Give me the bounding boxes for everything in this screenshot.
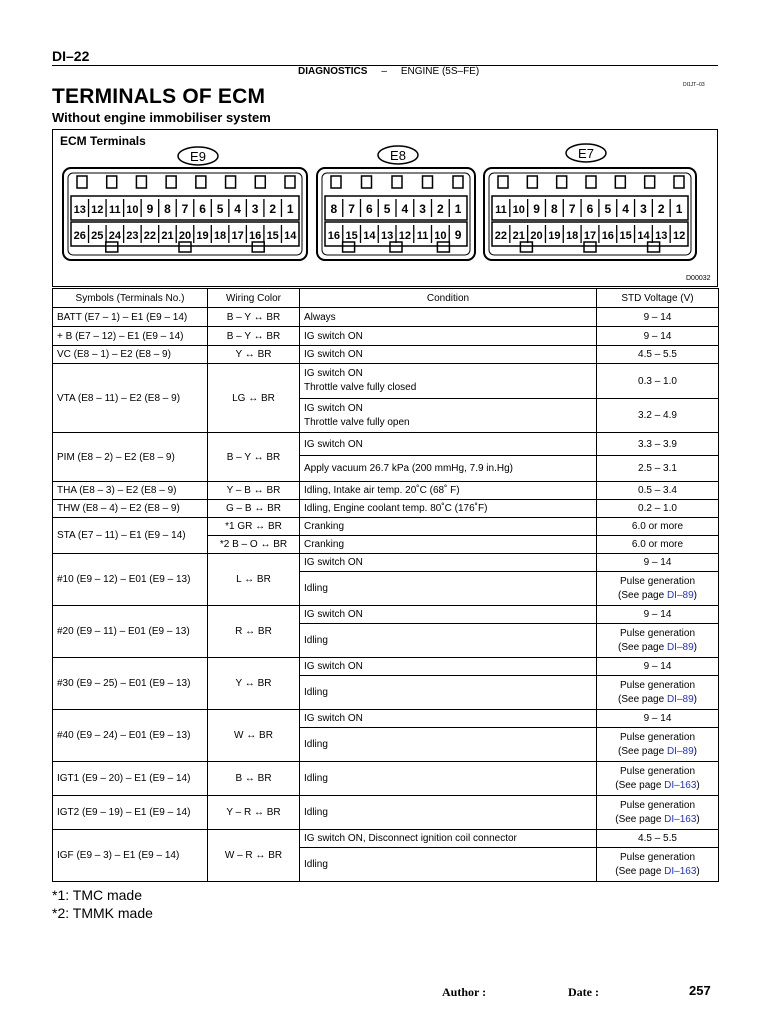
pin-number: 15 [266,230,279,242]
condition-line: Throttle valve fully open [304,416,410,428]
pin-number: 19 [548,230,561,242]
symbol-cell: #30 (E9 – 25) – E01 (E9 – 13) [53,658,208,710]
connector-tab [423,176,433,188]
wiring-cell: W – R ↔ BR [208,830,300,882]
pin-number: 10 [434,230,447,242]
page-link[interactable]: DI–89 [666,589,694,601]
pin-number: 12 [672,230,686,242]
pin-number: 15 [345,230,358,242]
symbol-cell: #10 (E9 – 12) – E01 (E9 – 13) [53,554,208,606]
table-row [53,762,719,796]
connector-tab [520,242,532,252]
connector-tab [166,176,176,188]
pin-number: 3 [251,202,259,216]
pin-number: 21 [161,230,174,242]
pin-number: 22 [494,230,508,242]
table-row [53,308,719,327]
pin-number: 3 [419,202,426,216]
pin-number: 7 [568,202,576,216]
pin-number: 5 [383,202,391,216]
column-header-condition: Condition [300,289,597,308]
connector-tab [648,242,660,252]
voltage-cell [597,728,719,762]
pin-number: 25 [91,230,104,242]
pin-number: 3 [640,202,647,216]
table-row [53,796,719,830]
condition-cell: IG switch ON [300,327,597,346]
pin-number: 12 [91,204,104,216]
condition-cell: IG switch ON [300,658,597,676]
footnote-2: *2: TMMK made [52,905,153,921]
condition-cell [300,399,597,433]
column-header-symbols: Symbols (Terminals No.) [53,289,208,308]
see-page-close: ) [693,589,697,601]
connector-tab [226,176,236,188]
page-link[interactable]: DI–89 [666,693,694,705]
voltage-cell: 9 – 14 [597,308,719,327]
symbol-cell: #40 (E9 – 24) – E01 (E9 – 13) [53,710,208,762]
symbol-cell: BATT (E7 – 1) – E1 (E9 – 14) [53,308,208,327]
page-link[interactable]: DI–163 [664,813,697,825]
condition-cell: Idling, Intake air temp. 20˚C (68˚ F) [300,482,597,500]
voltage-cell: 3.3 – 3.9 [597,433,719,456]
see-page-close: ) [693,641,697,653]
pin-number: 4 [234,202,241,216]
condition-cell: Cranking [300,518,597,536]
condition-cell: Idling [300,762,597,796]
see-page-text: (See page [615,779,665,791]
voltage-line: Pulse generation [619,851,696,863]
pin-number: 18 [566,230,579,242]
pin-number: 4 [622,202,629,216]
connector-tab [252,242,264,252]
voltage-cell: 0.3 – 1.0 [597,364,719,399]
pin-number: 1 [286,202,294,216]
symbol-cell: VC (E8 – 1) – E2 (E8 – 9) [53,346,208,364]
pin-number: 14 [637,230,650,242]
symbol-cell: VTA (E8 – 11) – E2 (E8 – 9) [53,364,208,433]
condition-cell: IG switch ON [300,710,597,728]
see-page-text: (See page [615,813,665,825]
wiring-cell: B ↔ BR [208,762,300,796]
voltage-cell: 9 – 14 [597,606,719,624]
condition-cell: Always [300,308,597,327]
table-row [53,606,719,624]
symbol-cell: THW (E8 – 4) – E2 (E8 – 9) [53,500,208,518]
voltage-line: Pulse generation [619,765,696,777]
pin-number: 9 [146,202,154,216]
see-page-text: (See page [618,589,667,601]
connector-tab [136,176,146,188]
section-name: DIAGNOSTICS [298,66,368,77]
connector-tab [557,176,567,188]
pin-number: 20 [530,230,543,242]
condition-line: IG switch ON [304,368,363,379]
pin-number: 19 [196,230,209,242]
page-title: TERMINALS OF ECM [52,85,266,108]
connector-tab [527,176,537,188]
see-page-text: (See page [618,641,667,653]
wiring-cell: *2 B – O ↔ BR [208,536,300,554]
voltage-cell [597,848,719,882]
pin-number: 13 [655,230,668,242]
condition-line: IG switch ON [304,402,363,414]
column-header-std-voltage: STD Voltage (V) [597,289,719,308]
connector-tab [586,176,596,188]
condition-cell: Idling [300,848,597,882]
wiring-cell: W ↔ BR [208,710,300,762]
pin-number: 2 [657,202,665,216]
pin-number: 17 [231,230,244,242]
table-row [53,433,719,456]
pin-number: 14 [284,230,297,242]
table-row [53,500,719,518]
symbol-cell: PIM (E8 – 2) – E2 (E8 – 9) [53,433,208,482]
voltage-cell: 9 – 14 [597,710,719,728]
pin-number: 13 [73,204,86,216]
pin-number: 6 [366,202,373,216]
condition-cell: Idling [300,572,597,606]
pin-number: 16 [249,230,262,242]
condition-cell: Idling [300,796,597,830]
connector-tab [615,176,625,188]
condition-line: Throttle valve fully closed [304,382,417,393]
see-page-close: ) [693,693,697,705]
pin-number: 10 [126,204,139,216]
connector-label: E8 [390,148,406,163]
condition-cell: IG switch ON [300,346,597,364]
pin-number: 26 [73,230,86,242]
wiring-cell: L ↔ BR [208,554,300,606]
symbol-cell: + B (E7 – 12) – E1 (E9 – 14) [53,327,208,346]
voltage-line: Pulse generation [619,679,696,691]
condition-cell: Idling [300,676,597,710]
voltage-line: Pulse generation [619,731,696,743]
connector-tab [437,242,449,252]
pin-number: 8 [551,202,558,216]
page-link[interactable]: DI–163 [664,779,697,791]
wiring-cell: B – Y ↔ BR [208,327,300,346]
ecm-terminals-table [52,288,719,882]
voltage-cell: 6.0 or more [597,518,719,536]
wiring-cell: Y – R ↔ BR [208,796,300,830]
pin-number: 12 [398,230,411,242]
pin-number: 18 [213,230,227,242]
pin-number: 7 [181,202,189,216]
table-row [53,518,719,536]
voltage-cell: 0.2 – 1.0 [597,500,719,518]
connector-tab [106,242,118,252]
table-row [53,482,719,500]
pin-number: 6 [586,202,594,216]
voltage-cell: 0.5 – 3.4 [597,482,719,500]
ecm-terminal-diagram [52,129,718,287]
symbol-cell: IGT2 (E9 – 19) – E1 (E9 – 14) [53,796,208,830]
symbol-cell: #20 (E9 – 11) – E01 (E9 – 13) [53,606,208,658]
subsection-name: ENGINE (5S–FE) [400,66,480,77]
condition-cell: Idling [300,728,597,762]
pin-number: 2 [437,202,444,216]
pin-number: 16 [601,230,614,242]
condition-cell: Cranking [300,536,597,554]
connector-tab [285,176,295,188]
wiring-cell: LG ↔ BR [208,364,300,433]
pin-number: 1 [675,202,683,216]
pin-number: 16 [327,230,340,242]
wiring-cell: Y – B ↔ BR [208,482,300,500]
see-page-close: ) [696,813,700,825]
see-page-close: ) [693,745,697,757]
connector-label: E7 [578,146,594,161]
see-page-text: (See page [618,693,667,705]
reference-code: DI1JT–03 [683,82,705,88]
voltage-cell [597,676,719,710]
section-dash: – [381,66,387,77]
see-page-close: ) [696,865,700,877]
condition-cell: Idling [300,624,597,658]
condition-cell: Idling, Engine coolant temp. 80˚C (176˚F) [300,500,597,518]
connector-tab [107,176,117,188]
condition-cell: IG switch ON [300,554,597,572]
voltage-cell: 9 – 14 [597,658,719,676]
symbol-cell: IGF (E9 – 3) – E1 (E9 – 14) [53,830,208,882]
pin-number: 20 [178,230,192,242]
table-row [53,327,719,346]
connector-drawing [53,130,717,286]
pin-number: 23 [126,230,139,242]
condition-cell [300,364,597,399]
page-id: DI–22 [52,48,90,64]
voltage-cell: 3.2 – 4.9 [597,399,719,433]
condition-cell: Apply vacuum 26.7 kPa (200 mmHg, 7.9 in.Hg) [300,456,597,482]
voltage-cell: 9 – 14 [597,554,719,572]
pin-number: 6 [199,202,206,216]
pin-number: 17 [583,230,597,242]
pin-number: 10 [512,204,525,216]
pin-number: 11 [495,204,507,216]
connector-tab [196,176,206,188]
connector-tab [331,176,341,188]
pin-number: 4 [401,202,409,216]
section-header [298,66,479,77]
pin-number: 21 [512,230,525,242]
date-label: Date : [568,985,599,999]
voltage-cell: 4.5 – 5.5 [597,346,719,364]
pin-number: 11 [109,204,121,216]
condition-cell: IG switch ON [300,606,597,624]
pin-number: 1 [454,202,462,216]
diagram-code: D00032 [686,275,711,282]
voltage-cell: 6.0 or more [597,536,719,554]
table-header-row [53,289,719,308]
connector-e8 [317,146,475,260]
pin-number: 15 [619,230,632,242]
wiring-cell: *1 GR ↔ BR [208,518,300,536]
voltage-cell [597,762,719,796]
pin-number: 8 [330,202,338,216]
connector-tab [645,176,655,188]
wiring-cell: B – Y ↔ BR [208,308,300,327]
see-page-close: ) [696,779,700,791]
pin-number: 5 [216,202,224,216]
page-link[interactable]: DI–89 [666,641,694,653]
condition-cell: IG switch ON, Disconnect ignition coil connector [300,830,597,848]
voltage-line: Pulse generation [619,575,696,587]
connector-e9 [63,147,307,260]
page-link[interactable]: DI–163 [664,865,697,877]
voltage-cell: 4.5 – 5.5 [597,830,719,848]
voltage-cell [597,796,719,830]
voltage-line: Pulse generation [619,799,696,811]
connector-tab [77,176,87,188]
pin-number: 2 [269,202,277,216]
see-page-text: (See page [615,865,665,877]
connector-tab [498,176,508,188]
pin-number: 5 [604,202,612,216]
pin-number: 22 [143,230,157,242]
voltage-cell: 2.5 – 3.1 [597,456,719,482]
page-number: 257 [689,983,711,998]
pin-number: 9 [533,202,540,216]
table-row [53,346,719,364]
author-label: Author : [442,985,487,999]
connector-tab [390,242,402,252]
symbol-cell: IGT1 (E9 – 20) – E1 (E9 – 14) [53,762,208,796]
footnotes [52,886,153,922]
pin-number: 7 [348,202,355,216]
footnote-1: *1: TMC made [52,887,142,903]
connector-tab [453,176,463,188]
voltage-line: Pulse generation [619,627,696,639]
connector-tab [343,242,355,252]
condition-cell: IG switch ON [300,433,597,456]
connector-e7 [484,144,696,260]
pin-number: 8 [164,202,171,216]
connector-tab [179,242,191,252]
connector-tab [392,176,402,188]
wiring-cell: Y ↔ BR [208,658,300,710]
connector-label: E9 [190,149,206,164]
table-row [53,364,719,399]
page-subtitle: Without engine immobiliser system [52,110,271,125]
table-row [53,710,719,728]
symbol-cell: THA (E8 – 3) – E2 (E8 – 9) [53,482,208,500]
symbol-cell: STA (E7 – 11) – E1 (E9 – 14) [53,518,208,554]
connector-tab [584,242,596,252]
see-page-text: (See page [618,745,667,757]
pin-number: 24 [108,230,121,242]
voltage-cell [597,572,719,606]
table-row [53,830,719,848]
wiring-cell: B – Y ↔ BR [208,433,300,482]
wiring-cell: Y ↔ BR [208,346,300,364]
column-header-wiring-color: Wiring Color [208,289,300,308]
table-row [53,658,719,676]
pin-number: 13 [381,230,394,242]
pin-number: 9 [454,228,462,242]
table-row [53,554,719,572]
page-link[interactable]: DI–89 [666,745,694,757]
voltage-cell: 9 – 14 [597,327,719,346]
pin-number: 11 [416,230,429,242]
wiring-cell: G – B ↔ BR [208,500,300,518]
voltage-cell [597,624,719,658]
pin-number: 14 [363,230,376,242]
connector-tab [674,176,684,188]
connector-tab [362,176,372,188]
wiring-cell: R ↔ BR [208,606,300,658]
connector-tab [255,176,265,188]
diagram-label: ECM Terminals [60,134,146,148]
